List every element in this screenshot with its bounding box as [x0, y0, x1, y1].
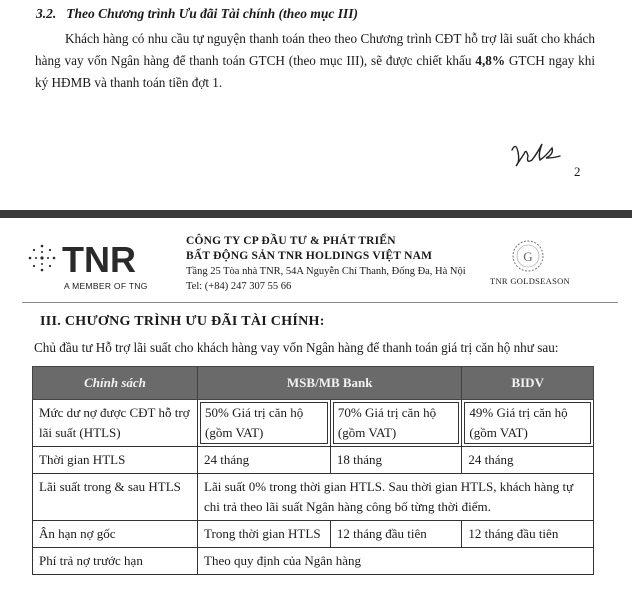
row-label: Mức dư nợ được CĐT hỗ trợ lãi suất (HTLS)	[33, 400, 198, 447]
company-name-line1: CÔNG TY CP ĐẦU TƯ & PHÁT TRIỂN	[186, 235, 396, 247]
discount-value: 4,8%	[475, 53, 506, 68]
row-label: Phí trả nợ trước hạn	[33, 548, 198, 575]
table-cell-merged: Theo quy định của Ngân hàng	[198, 548, 594, 575]
table-row	[33, 548, 594, 575]
header-policy: Chính sách	[33, 367, 198, 400]
table-cell: Trong thời gian HTLS	[198, 521, 331, 548]
section-number: 3.2.	[36, 6, 57, 21]
table-cell: 18 tháng	[330, 447, 462, 474]
table-header-row	[33, 367, 594, 400]
section-3-2-paragraph	[35, 28, 595, 94]
section-title-text: Theo Chương trình Ưu đãi Tài chính (theo mục III)	[66, 6, 358, 21]
table-row	[33, 474, 594, 521]
finance-policy-table	[32, 366, 594, 575]
para-text-after: GTCH ngay khi ký HĐMB và thanh toán tiền đợt 1.	[35, 53, 595, 90]
table-cell	[462, 400, 594, 447]
letterhead-divider	[22, 302, 618, 303]
table-row	[33, 521, 594, 548]
company-info	[186, 234, 466, 294]
table-cell: 12 tháng đầu tiên	[330, 521, 462, 548]
row-label: Thời gian HTLS	[33, 447, 198, 474]
emblem-letter: G	[523, 249, 533, 264]
section-3-2-title	[36, 6, 358, 22]
header-msb-mb: MSB/MB Bank	[198, 367, 462, 400]
table-cell: 24 tháng	[462, 447, 594, 474]
para-text-before: Khách hàng có nhu cầu tự nguyện thanh toán theo theo Chương trình CĐT hỗ trợ lãi suất cho khách hàng vay vốn Ngân hàng để thanh toán GTCH (theo mục III), sẽ được chiết khấu	[35, 31, 595, 68]
cell-box: 49% Giá trị căn hộ (gồm VAT)	[464, 402, 591, 444]
table-cell-merged: Lãi suất 0% trong thời gian HTLS. Sau thời gian HTLS, khách hàng tự chi trả theo lãi suất Ngân hàng công bố từng thời điểm.	[198, 474, 594, 521]
cell-box: 70% Giá trị căn hộ (gồm VAT)	[333, 402, 460, 444]
company-name-line2: BẤT ĐỘNG SẢN TNR HOLDINGS VIỆT NAM	[186, 250, 433, 262]
section-3-title: III. CHƯƠNG TRÌNH ƯU ĐÃI TÀI CHÍNH:	[40, 314, 325, 329]
table-cell: 12 tháng đầu tiên	[462, 521, 594, 548]
goldseason-text: TNR GOLDSEASON	[490, 276, 570, 286]
company-address: Tầng 25 Tòa nhà TNR, 54A Nguyễn Chí Thanh, Đống Đa, Hà Nội	[186, 266, 466, 277]
logo-subtitle: A MEMBER OF TNG	[64, 281, 148, 291]
table-cell: 24 tháng	[198, 447, 331, 474]
header-bidv: BIDV	[462, 367, 594, 400]
company-tel: Tel: (+84) 247 307 55 66	[186, 281, 292, 292]
table-row	[33, 400, 594, 447]
page-separator	[0, 210, 632, 218]
table-cell	[330, 400, 462, 447]
cell-box: 50% Giá trị căn hộ (gồm VAT)	[200, 402, 328, 444]
table-row	[33, 447, 594, 474]
table-cell	[198, 400, 331, 447]
row-label: Ân hạn nợ gốc	[33, 521, 198, 548]
section-3-intro: Chủ đầu tư Hỗ trợ lãi suất cho khách hàng vay vốn Ngân hàng để thanh toán giá trị căn hộ như sau:	[34, 340, 559, 355]
goldseason-emblem-icon	[510, 238, 546, 274]
logo-text: TNR	[62, 239, 136, 280]
page-number: 2	[574, 164, 581, 179]
handwritten-signature	[508, 136, 568, 176]
row-label: Lãi suất trong & sau HTLS	[33, 474, 198, 521]
